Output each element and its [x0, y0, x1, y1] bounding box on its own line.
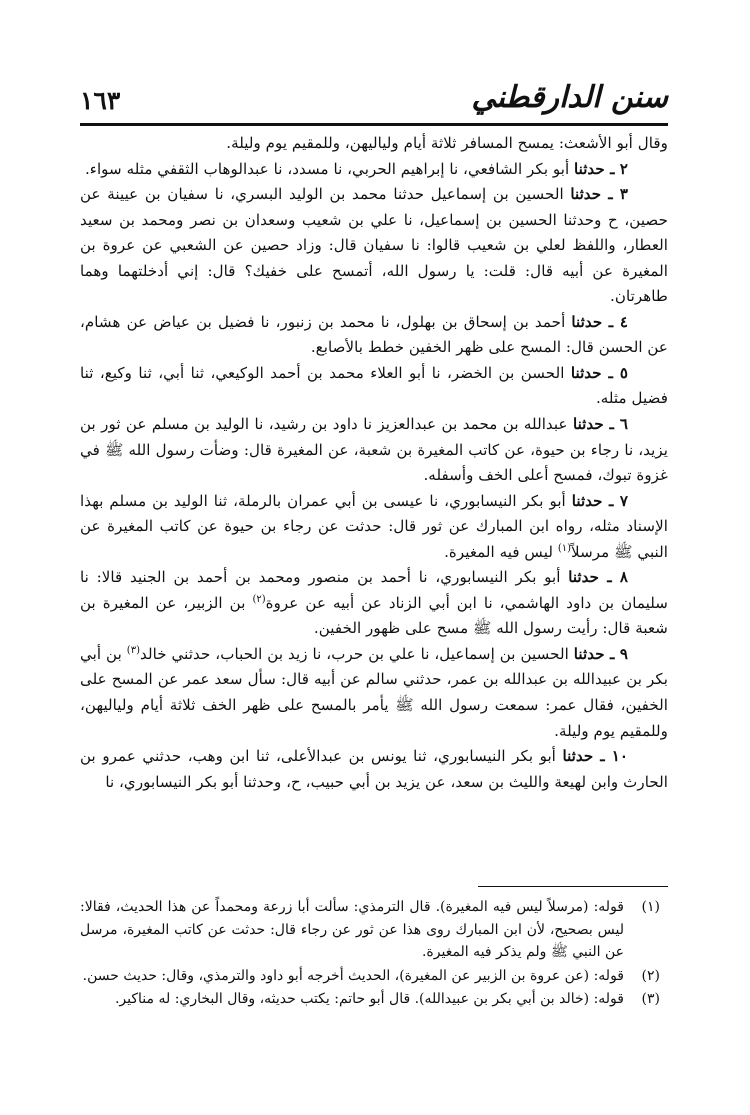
footnote-number: (٢) [641, 967, 660, 984]
hadith-lead: ١٠ ـ حدثنا [562, 747, 629, 766]
hadith-lead: ٣ ـ حدثنا [570, 185, 629, 204]
footnote-number: (١) [641, 899, 660, 915]
footnote-marker: (١) [557, 542, 572, 554]
footnote-marker: (٢) [252, 593, 266, 605]
hadith-paragraph [80, 310, 668, 361]
hadith-paragraph [80, 361, 668, 412]
hadith-lead: ٩ ـ حدثنا [573, 644, 628, 663]
footnote-text: قوله: (خالد بن أبي بكر بن عبيدالله). قال أبو حاتم: يكتب حديثه، وقال البخاري: له مناكير. [114, 991, 624, 1007]
footnote-text: قوله: (عن عروة بن الزبير عن المغيرة)، الحديث أخرجه أبو داود والترمذي، وقال: حديث حسن. [82, 967, 624, 984]
main-text [80, 131, 668, 795]
header-rule [80, 123, 668, 126]
paragraph-text: الحسين بن إسماعيل، نا علي بن حرب، نا زيد بن الحباب، حدثني خالد [139, 644, 569, 663]
hadith-lead: ٢ ـ حدثنا [574, 159, 628, 178]
footnote-rule [478, 886, 668, 887]
hadith-paragraph [80, 744, 668, 795]
hadith-paragraph [80, 565, 668, 642]
footnote [80, 896, 668, 964]
hadith-lead: ٥ ـ حدثنا [570, 363, 628, 382]
paragraph-text-tail: ليس فيه المغيرة. [444, 542, 558, 561]
hadith-lead: ٦ ـ حدثنا [572, 415, 629, 434]
footnote-marker: (٣) [126, 644, 140, 656]
footnote [80, 965, 668, 988]
hadith-paragraph [80, 157, 668, 183]
hadith-paragraph [80, 642, 668, 744]
paragraph-text: أبو بكر النيسابوري، نا أحمد بن منصور ومحمد بن أحمد بن الجنيد قالا: نا سليمان بن داود الهاشمي، نا ابن أبي الزناد عن أبيه عن عروة [80, 568, 669, 612]
paragraph-text: عبدالله بن محمد بن عبدالعزيز نا داود بن رشيد، نا الوليد بن مسلم عن ثور بن يزيد، نا رجاء بن حيوة، عن كاتب المغيرة بن شعبة، عن المغيرة قال: وضأت رسول الله ﷺ في غزوة تبوك، فمسح أعلى الخف وأسفله. [80, 415, 668, 485]
hadith-paragraph [80, 182, 668, 310]
paragraph-text: الحسن بن الخضر، نا أبو العلاء محمد بن أحمد الوكيعي، ثنا أبي، ثنا وكيع، ثنا فضيل مثله. [80, 363, 668, 408]
hadith-paragraph [80, 412, 668, 489]
footnotes [80, 896, 668, 1012]
page-header [80, 80, 668, 120]
paragraph-text: الحسين بن إسماعيل حدثنا محمد بن الوليد البسري، نا سفيان بن عيينة عن حصين، ح وحدثنا الحسين بن إسماعيل، نا علي بن شعيب وسعدان بن نصر ومحمد بن سعيد العطار، واللفظ لعلي بن شعيب قالوا: نا سفيان قال: وزاد حصين عن الشعبي عن عروة بن المغيرة عن أبيه قال: قلت: يا رسول الله، أتمسح على خفيك؟ قال: إني أدخلتهما وهما طاهرتان. [80, 185, 668, 306]
page-number: ١٦٣ [80, 86, 121, 115]
footnote-number: (٣) [641, 991, 660, 1007]
paragraph-text-tail: بن الزبير، عن المغيرة بن شعبة قال: رأيت رسول الله ﷺ مسح على ظهور الخفين. [80, 593, 668, 638]
paragraph-text: أبو بكر النيسابوري، نا عيسى بن أبي عمران بالرملة، ثنا الوليد بن مسلم بهذا الإسناد مثله، رواه ابن المبارك عن ثور قال: حدثت عن رجاء بن حيوة عن كاتب المغيرة عن النبي ﷺ مرسلاً [80, 491, 668, 561]
book-title: سنن الدارقطني [471, 80, 668, 115]
paragraph-text: أبو بكر الشافعي، نا إبراهيم الحربي، نا مسدد، نا عبدالوهاب الثقفي مثله سواء. [84, 159, 570, 178]
hadith-paragraph [80, 489, 668, 566]
hadith-lead: ٤ ـ حدثنا [571, 312, 629, 331]
paragraph-intro [80, 131, 668, 157]
paragraph-text: أحمد بن إسحاق بن بهلول، نا محمد بن زنبور، نا فضيل بن عياض عن هشام، عن الحسن قال: المسح على ظهر الخفين خطط بالأصابع. [80, 312, 668, 357]
hadith-lead: ٧ ـ حدثنا [571, 491, 628, 510]
paragraph-text: أبو بكر النيسابوري، ثنا يونس بن عبدالأعلى، ثنا ابن وهب، حدثني عمرو بن الحارث وابن لهيعة والليث بن سعد، عن يزيد بن أبي حبيب، ح، وحدثنا أبو بكر النيسابوري، نا [80, 747, 668, 791]
footnote [80, 988, 668, 1011]
hadith-lead: ٨ ـ حدثنا [568, 568, 628, 587]
footnote-text: قوله: (مرسلاً ليس فيه المغيرة). قال الترمذي: سألت أبا زرعة ومحمداً عن هذا الحديث، فقالا: ليس بصحيح، لأن ابن المبارك روى هذا عن ثور عن رجاء قال: حدثت عن كاتب المغيرة، مرسل عن النبي ﷺ ولم يذكر فيه المغيرة. [80, 899, 624, 960]
paragraph-text-tail: بن أبي بكر بن عبيدالله بن عبدالله بن عمر، حدثني سالم عن أبيه قال: سأل سعد عمر عن المسح على الخفين، فقال عمر: سمعت رسول الله ﷺ يأمر بالمسح على ظهر الخف ثلاثة أيام ولياليهن، وللمقيم يوم وليلة. [80, 644, 668, 740]
paragraph-text: وقال أبو الأشعث: يمسح المسافر ثلاثة أيام ولياليهن، وللمقيم يوم وليلة. [226, 134, 668, 152]
